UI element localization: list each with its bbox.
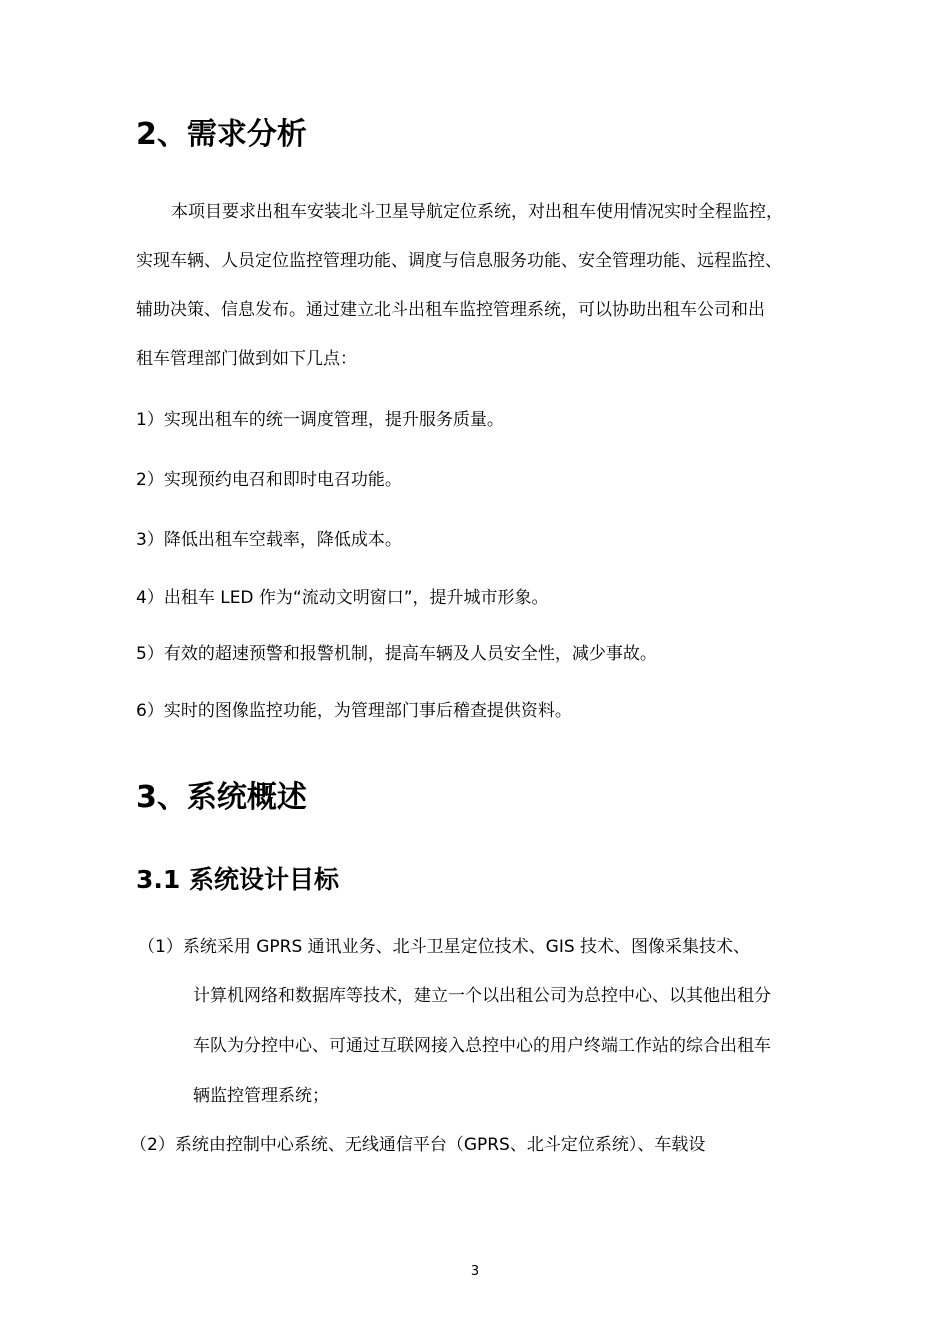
- intro-line-4: 租车管理部门做到如下几点：: [136, 349, 357, 369]
- point-1: 1）实现出租车的统一调度管理，提升服务质量。: [136, 410, 504, 430]
- goal-item-1-line-1: （1）系统采用 GPRS 通讯业务、北斗卫星定位技术、GIS 技术、图像采集技术、: [138, 937, 751, 957]
- point-6: 6）实时的图像监控功能，为管理部门事后稽查提供资料。: [136, 701, 572, 721]
- goal-item-1-line-4: 辆监控管理系统；: [193, 1086, 329, 1106]
- point-4: 4）出租车 LED 作为“流动文明窗口”，提升城市形象。: [136, 588, 549, 608]
- intro-line-2: 实现车辆、人员定位监控管理功能、调度与信息服务功能、安全管理功能、远程监控、: [136, 251, 782, 271]
- intro-line-3: 辅助决策、信息发布。通过建立北斗出租车监控管理系统，可以协助出租车公司和出: [136, 300, 765, 320]
- goal-item-1-line-3: 车队为分控中心、可通过互联网接入总控中心的用户终端工作站的综合出租车: [193, 1036, 771, 1056]
- section-2-heading: 2、需求分析: [136, 117, 307, 152]
- section-3-heading: 3、系统概述: [136, 780, 307, 815]
- point-3: 3）降低出租车空载率，降低成本。: [136, 530, 402, 550]
- page-number: 3: [470, 1264, 480, 1279]
- section-3-1-heading: 3.1 系统设计目标: [136, 865, 339, 894]
- intro-line-1: 本项目要求出租车安装北斗卫星导航定位系统，对出租车使用情况实时全程监控，: [171, 202, 783, 222]
- goal-item-2-line-1: （2）系统由控制中心系统、无线通信平台（GPRS、北斗定位系统）、车载设: [130, 1135, 706, 1155]
- point-5: 5）有效的超速预警和报警机制，提高车辆及人员安全性，减少事故。: [136, 644, 657, 664]
- goal-item-1-line-2: 计算机网络和数据库等技术，建立一个以出租公司为总控中心、以其他出租分: [193, 986, 771, 1006]
- point-2: 2）实现预约电召和即时电召功能。: [136, 470, 402, 490]
